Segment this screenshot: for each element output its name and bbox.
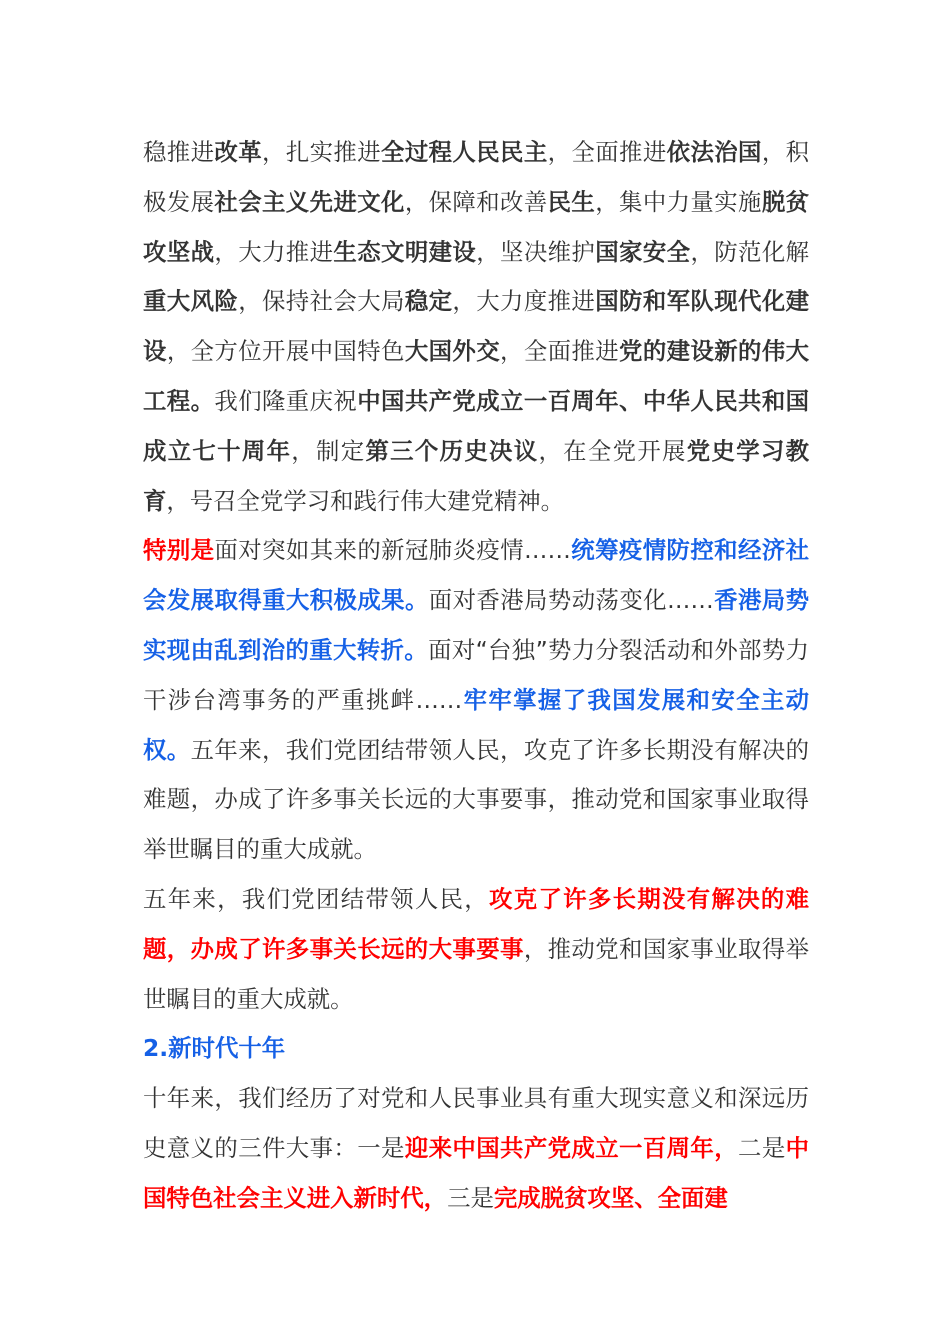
- text-run: ，全面推进: [500, 337, 620, 366]
- emphasis-run: 中国特色社会主义进入新时代，: [143, 1133, 810, 1212]
- text-run: ，全面推进: [547, 138, 667, 166]
- emphasis-run: 中国共产党成立一百周年、中华人民共和国成立七十周年: [143, 386, 810, 465]
- emphasis-run: 国防和军队现代化建设: [143, 287, 810, 366]
- text-run: ，保障和改善: [404, 187, 548, 216]
- paragraphs-after-heading: [143, 1074, 809, 1223]
- emphasis-run: 牢牢掌握了我国发展和安全主动权。: [143, 685, 810, 764]
- text-run: ，在全党开展: [538, 436, 687, 465]
- emphasis-run: 改革: [214, 138, 263, 166]
- text-run: ，大力度推进: [452, 287, 596, 316]
- emphasis-run: 稳定: [404, 287, 453, 316]
- text-run: ，推动党和国家事业取得举世瞩目的重大成就。: [143, 934, 810, 1013]
- document-page: [143, 128, 809, 1224]
- paragraphs-before-heading: [143, 128, 809, 1024]
- emphasis-run: 迎来中国共产党成立一百周年，: [404, 1133, 739, 1162]
- emphasis-run: 党史学习教育: [143, 436, 810, 515]
- text-run: ，集中力量实施: [595, 187, 762, 216]
- emphasis-run: 国家安全: [595, 237, 691, 266]
- paragraph-especially: [143, 526, 809, 875]
- text-run: 五年来，我们党团结带领人民，攻克了许多长期没有解决的难题，办成了许多事关长远的大事要事，推动党和国家事业取得举世瞩目的重大成就。: [143, 735, 810, 864]
- text-run: 我们隆重庆祝: [214, 386, 358, 415]
- emphasis-run: 生态文明建设: [333, 237, 477, 266]
- paragraph-ten-years: [143, 1074, 809, 1223]
- paragraph-reform-achievements: [143, 128, 809, 526]
- text-run: ，全方位开展中国特色: [166, 337, 405, 366]
- text-run: 十年来，我们经历了对党和人民事业具有重大现实意义和深远历史意义的三件大事：一是: [143, 1084, 809, 1162]
- emphasis-run: 统筹疫情防控和经济社会发展取得重大积极成果。: [143, 536, 810, 615]
- text-run: 二是: [738, 1133, 786, 1162]
- emphasis-run: 第三个历史决议: [365, 436, 539, 465]
- text-run: 面对突如其来的新冠肺炎疫情……: [214, 536, 571, 565]
- text-run: 面对“台独”势力分裂活动和外部势力干涉台湾事务的严重挑衅……: [143, 635, 809, 714]
- emphasis-run: 大国外交: [404, 337, 501, 366]
- emphasis-run: 完成脱贫攻坚、全面建: [493, 1183, 728, 1212]
- text-run: ，号召全党学习和践行伟大建党精神。: [166, 486, 565, 515]
- emphasis-run: 攻克了许多长期没有解决的难题，办成了许多事关长远的大事要事: [143, 884, 810, 963]
- text-run: ，制定: [291, 436, 366, 465]
- emphasis-run: 社会主义先进文化: [214, 187, 405, 216]
- emphasis-run: 全过程人民民主: [381, 138, 548, 166]
- section-heading: 2.新时代十年: [143, 1034, 286, 1063]
- emphasis-run: 依法治国: [666, 138, 762, 166]
- text-run: 面对香港局势动荡变化……: [428, 586, 714, 615]
- text-run: ，防范化解: [690, 237, 810, 266]
- text-run: 三是: [447, 1183, 494, 1212]
- emphasis-run: 特别是: [143, 536, 215, 565]
- paragraph-five-years: [143, 875, 809, 1024]
- text-run: ，积极发展: [143, 138, 810, 216]
- emphasis-run: 脱贫攻坚战: [143, 187, 810, 266]
- text-run: ，坚决维护: [476, 237, 596, 266]
- text-run: ，保持社会大局: [238, 287, 405, 316]
- emphasis-run: 民生: [547, 187, 596, 216]
- emphasis-run: 香港局势实现由乱到治的重大转折。: [143, 586, 810, 664]
- text-run: 稳推进: [143, 138, 215, 166]
- text-run: 五年来，我们党团结带领人民，: [143, 884, 490, 913]
- text-run: ，大力推进: [214, 237, 334, 266]
- emphasis-run: 党的建设新的伟大工程。: [143, 337, 810, 415]
- text-run: ，扎实推进: [262, 138, 382, 166]
- emphasis-run: 重大风险: [143, 287, 239, 316]
